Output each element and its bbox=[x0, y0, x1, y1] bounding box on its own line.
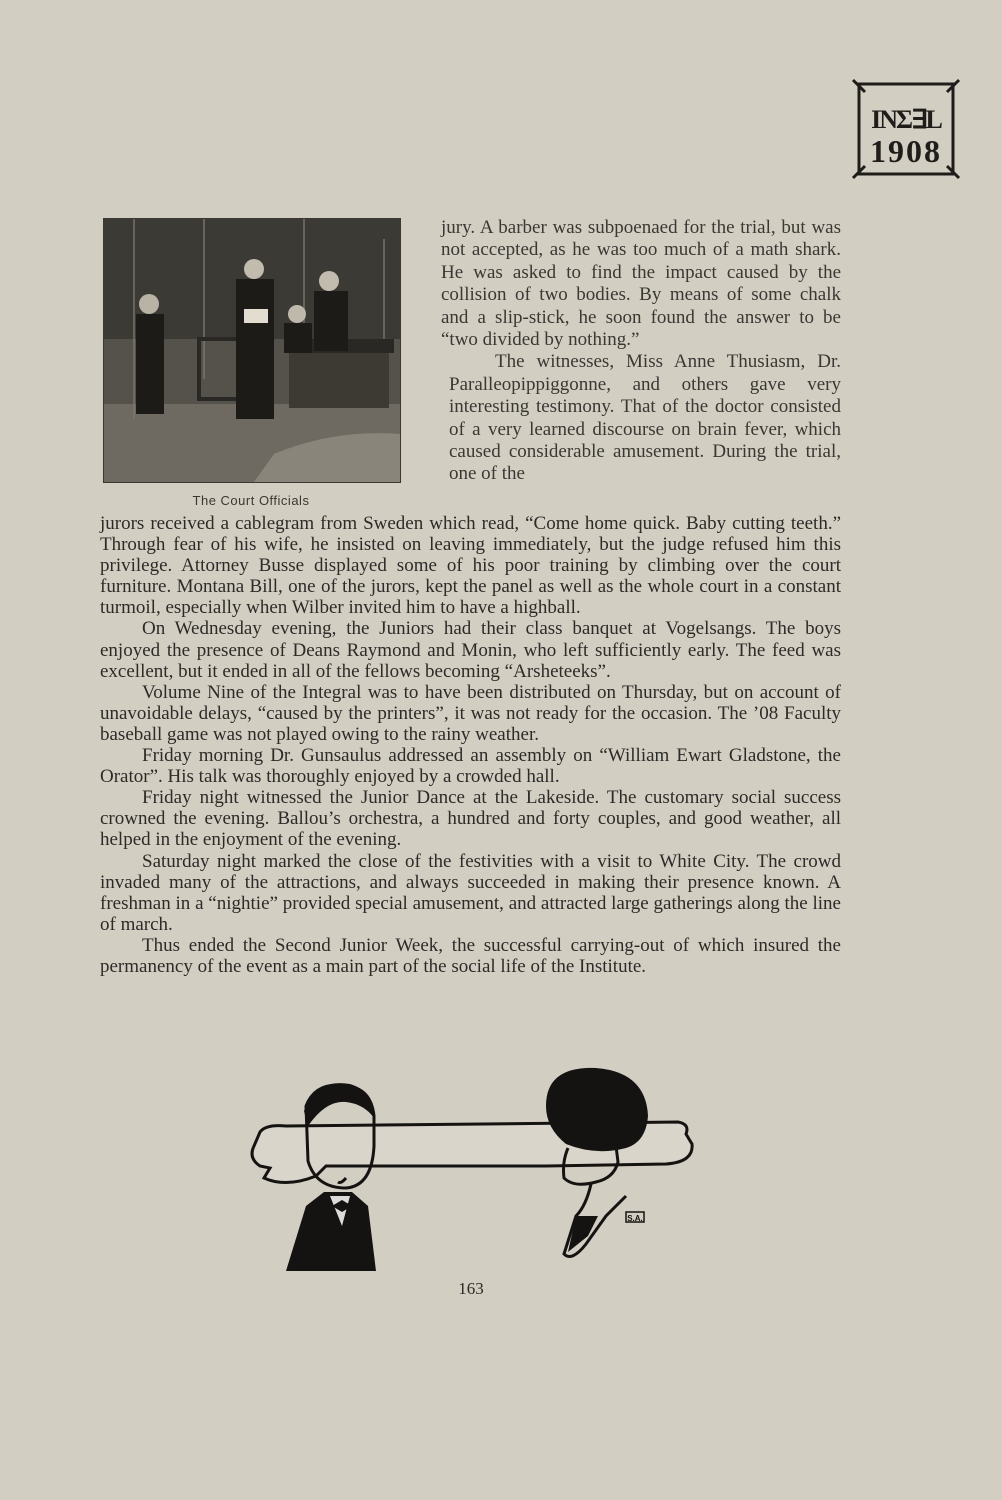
body-paragraph: jurors received a cablegram from Sweden which read, “Come home quick. Baby cutting teeth.” Through fear of his wife, he insisted on leaving immediately, but the judge refused him this privilege. Attorney Busse displayed some of his poor training by climbing over the court furniture. Montana Bill, one of the jurors, kept the panel as well as the whole court in a constant turmoil, especially when Wilber invited him to have a highball. bbox=[100, 513, 841, 619]
side-column bbox=[441, 217, 841, 486]
body-paragraph: Thus ended the Second Junior Week, the successful carrying-out of which insured the permanency of the event as a main part of the social life of the Institute. bbox=[100, 934, 841, 977]
svg-text:INΣ∃L: INΣ∃L bbox=[871, 105, 941, 134]
page-number: 163 bbox=[458, 1279, 484, 1298]
body-paragraph: Friday night witnessed the Junior Dance at the Lakeside. The customary social success crowned the evening. Ballou’s orchestra, a hundred and forty couples, and good weather, all helped in the enjoyment of the evening. bbox=[100, 787, 841, 851]
body-paragraph: Friday morning Dr. Gunsaulus addressed an assembly on “William Ewart Gladstone, the Orator”. His talk was thoroughly enjoyed by a crowded hall. bbox=[100, 745, 841, 788]
body-paragraph: Volume Nine of the Integral was to have been distributed on Thursday, but on account of unavoidable delays, “caused by the printers”, it was not ready for the occasion. The ’08 Faculty baseball game was not played owing to the rainy weather. bbox=[100, 681, 841, 745]
court-officials-photo bbox=[103, 218, 401, 483]
artist-monogram: S.A. bbox=[627, 1214, 643, 1223]
side-paragraph: jury. A barber was subpoenaed for the trial, but was not accepted, as he was too much of a math shark. He was asked to find the impact caused by the collision of two bodies. By means of some chalk and a slip-stick, he soon found the answer to be “two divided by nothing.” bbox=[441, 217, 841, 351]
body-paragraph: On Wednesday evening, the Juniors had their class banquet at Vogelsangs. The boys enjoyed the presence of Deans Raymond and Monin, who left sufficiently early. The feed was excellent, but it ended in all of the fellows becoming “Arsheteeks”. bbox=[100, 618, 841, 682]
photo-caption: The Court Officials bbox=[192, 493, 310, 508]
side-paragraph: The witnesses, Miss Anne Thusiasm, Dr. Paralleopippiggonne, and others gave very interesting testimony. That of the doctor consisted of a very learned discourse on brain fever, which caused considerable amusement. During the trial, one of the bbox=[449, 351, 841, 485]
cartoon-illustration bbox=[246, 1066, 698, 1281]
body-paragraph: Saturday night marked the close of the festivities with a visit to White City. The crowd invaded many of the attractions, and always succeeded in making their presence known. A freshman in a “nightie” provided special amusement, and attracted large gatherings along the line of march. bbox=[100, 850, 841, 935]
integral-1908-logo bbox=[851, 78, 961, 180]
logo-year: 1908 bbox=[870, 133, 942, 169]
body-text bbox=[100, 513, 841, 977]
